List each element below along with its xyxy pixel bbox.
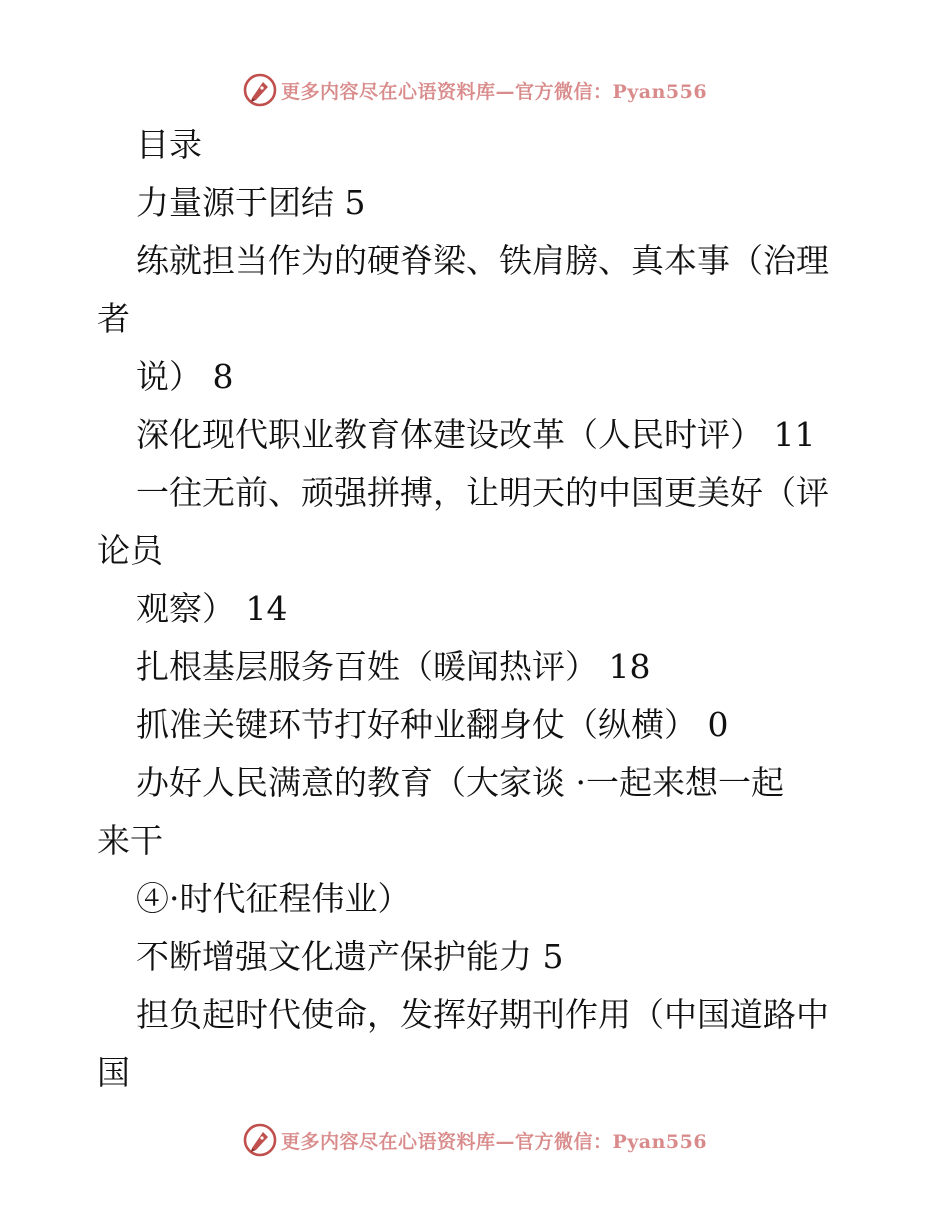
toc-line: 不断增强文化遗产保护能力 5 bbox=[136, 937, 564, 976]
toc-line: 抓准关键环节打好种业翻身仗（纵横） 0 bbox=[136, 705, 729, 744]
toc-line: 说） 8 bbox=[136, 357, 234, 396]
pen-nib-logo-icon bbox=[243, 1123, 277, 1157]
toc-line: 论员 bbox=[97, 531, 163, 570]
toc-line: 深化现代职业教育体建设改革（人民时评） 11 bbox=[136, 415, 816, 454]
toc-heading: 目录 bbox=[136, 125, 202, 164]
toc-line: 练就担当作为的硬脊梁、铁肩膀、真本事（治理 bbox=[136, 241, 829, 280]
watermark-text: 更多内容尽在心语资料库—官方微信：Pyan556 bbox=[280, 1130, 708, 1153]
toc-line: 办好人民满意的教育（大家谈 ·一起来想一起 bbox=[136, 763, 784, 802]
toc-line: 者 bbox=[97, 299, 130, 338]
toc-line: ④·时代征程伟业） bbox=[136, 879, 411, 918]
toc-line: 国 bbox=[97, 1053, 130, 1092]
footer-watermark bbox=[0, 1118, 950, 1162]
pen-nib-logo-icon bbox=[243, 73, 277, 107]
toc-line: 来干 bbox=[97, 821, 163, 860]
toc-line: 担负起时代使命，发挥好期刊作用（中国道路中 bbox=[136, 995, 829, 1034]
toc-line: 扎根基层服务百姓（暖闻热评） 18 bbox=[136, 647, 651, 686]
toc-line: 一往无前、顽强拼搏，让明天的中国更美好（评 bbox=[136, 473, 829, 512]
header-watermark bbox=[0, 68, 950, 112]
toc-line: 力量源于团结 5 bbox=[136, 183, 366, 222]
watermark-text: 更多内容尽在心语资料库—官方微信：Pyan556 bbox=[280, 80, 708, 103]
toc-line: 观察） 14 bbox=[136, 589, 288, 628]
